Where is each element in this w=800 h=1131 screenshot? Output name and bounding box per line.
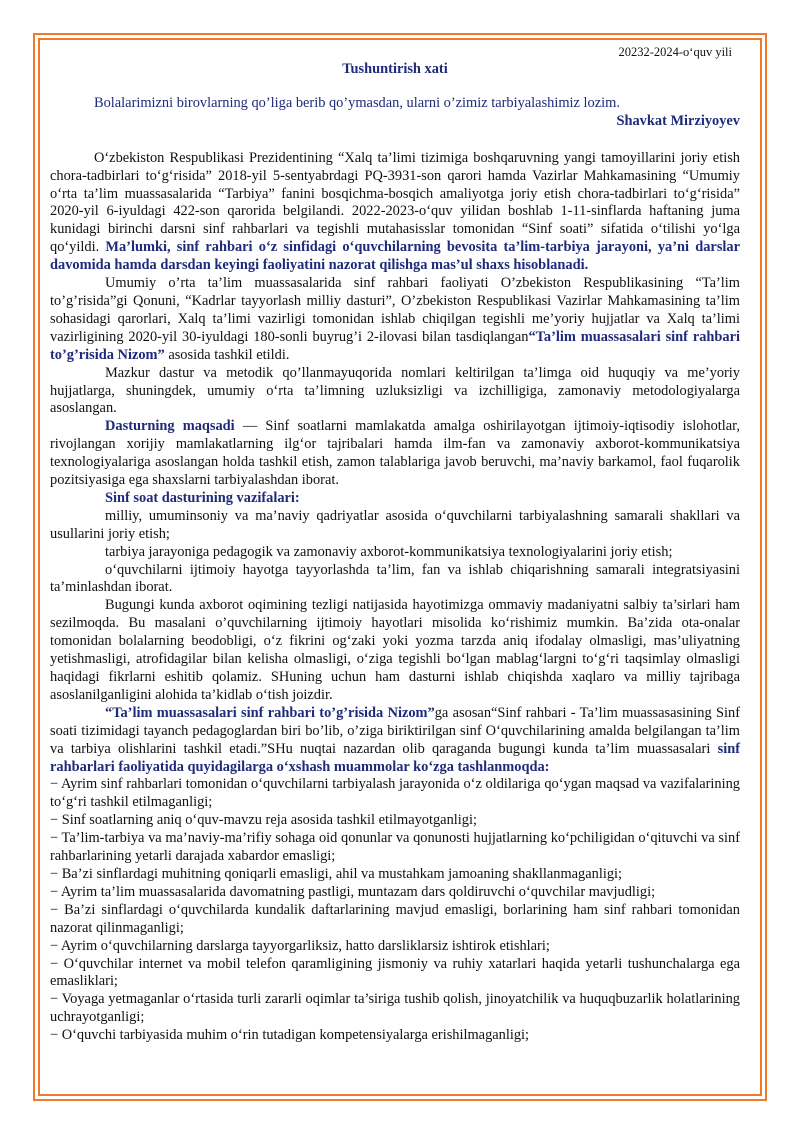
paragraph-intro [50, 150, 740, 275]
program-goal-text: — Sinf soatlarni mamlakatda amalga oshirilayotgan ijtimoiy-iqtisodiy islohotlar, rivojlangan xorijiy mamlakatlarning ilg‘or tajribalari hamda ilm-fan va zamonaviy axborot-kommunikatsiya texnologiyalariga asoslangan holda tashkil etish, zamon talablariga javob beruvchi, ma’naviy barkamol, faol fuqarolik pozitsiyasiga ega shaxslarni tarbiyalashdan iborat. [50, 418, 740, 489]
problem-item: − O‘quvchi tarbiyasida muhim o‘rin tutadigan kompetensiyalarga erishilmaganligi; [50, 1027, 530, 1044]
problem-item: − Ba’zi sinflardagi o‘quvchilarda kundalik daftarlarining mavjud emasligi, borlarining ham sinf rahbari tomonidan nazorat qilinmaganligi; [50, 901, 740, 936]
paragraph-regulation [50, 705, 740, 777]
problem-item: − Sinf soatlarning aniq o‘quv-mavzu reja asosida tashkil etilmayotganligi; [50, 812, 477, 829]
task-item: tarbiya jarayoniga pedagogik va zamonaviy axborot-kommunikatsiya texnologiyalarini joriy etish; [105, 543, 673, 560]
legal-basis-text: Umumiy o’rta ta’lim muassasalarida sinf rahbari faoliyati O’zbekiston Respublikasining “Ta’lim to’g’risida”gi Qonuni, “Kadrlar tayyorlash milliy dasturi”, O’zbekiston Respublikasi Vazirlar Mahkamasining ta’lim sohasidagi qarorlari, Xalq ta’limi vazirligi tomonidan ishlab chiqilgan tegishli me’yoriy hujjatlar va Xalq ta’limi vazirligining 2020-yil 30-iyuldagi 180-sonli buyrug’i 2-ilovasi bilan tasdiqlangan [50, 275, 740, 345]
problem-item: − Ayrim ta’lim muassasalarida davomatning pastligi, muntazam dars qoldiruvchi o‘quvchilar mavjudligi; [50, 883, 656, 900]
problem-item: − Ta’lim-tarbiya va ma’naviy-ma’rifiy sohaga oid qonunlar va qonunosti hujjatlarning ko‘pchiligidan o‘qituvchi va sinf rahbarlarining yetarli darajada xabardor emasligi; [50, 830, 740, 865]
regulation-problems-bold: sinf rahbarlari faoliyatida quyidagilarga o‘xshash muammolar ko‘zga tashlanmoqda: [50, 740, 740, 775]
paragraph-information-flow: Bugungi kunda axborot oqimining tezligi natijasida hayotimizga ommaviy madaniyatni salbiy ta’sirlari ham sezilmoqda. Bu masalani o’quvchilarning ijtimoiy hayotlari misolida ko‘rishimiz mumkin. Ba’zida ota-onalar tomonidan bolalarning beodobligi, o‘z fikrini og‘zaki yoki yozma tarzda aniq ifodalay olmasligi, mas’uliyatning yetishmasligi, atrofidagilar bilan kelisha olmasligi, o‘ziga tegishli bo‘lgan mablag‘largni to‘g‘ri taqsimlay olmasligi haqidagi fikrlarni eshitib qolamiz. SHuning uchun ham dasturni ishlab chiqishda xaqlaro va milliy tajribaga asoslanilganligini alohida ta’kidlab o‘tish joizdir. [50, 597, 740, 703]
tasks-heading: Sinf soat dasturining vazifalari: [105, 489, 300, 506]
program-goal-heading: Dasturning maqsadi [105, 418, 235, 435]
problem-item: − Ayrim o‘quvchilarning darslarga tayyorgarliksiz, hatto darsliklarsiz ishtirok etishlari; [50, 937, 550, 954]
regulation-bold: “Ta’lim muassasalari sinf rahbari to’g’risida Nizom” [105, 704, 435, 721]
task-item: milliy, umuminsoniy va ma’naviy qadriyatlar asosida o‘quvchilarni tarbiyalashning samarali shakllari va usullarini joriy etish; [50, 507, 740, 542]
paragraph-legal-basis [50, 275, 740, 365]
task-item: o‘quvchilarni ijtimoiy hayotga tayyorlashda ta’lim, fan va ishlab chiqarishning samarali integratsiyasini ta’minlashdan iborat. [50, 561, 740, 596]
legal-basis-tail: asosida tashkil etildi. [164, 346, 290, 363]
paragraph-program-goal [50, 418, 740, 490]
paragraph-methodology: Mazkur dastur va metodik qo’llanmayuqorida nomlari keltirilgan ta’limga oid huquqiy va me’yoriy hujjatlarga, shuningdek, umumiy o‘rta ta’limning uzluksizligi va izchilligiga, zamonaviy metodologiyalarga asoslangan. [50, 364, 740, 417]
problem-item: − Ba’zi sinflardagi muhitning qoniqarli emasligi, ahil va mustahkam jamoaning shakllanmaganligi; [50, 865, 623, 882]
document-body [50, 44, 740, 1045]
epigraph-author: Shavkat Mirziyoyev [616, 112, 740, 129]
academic-year: 20232-2024-o‘quv yili [618, 45, 732, 59]
problem-item: − Ayrim sinf rahbarlari tomonidan o‘quvchilarni tarbiyalash jarayonida o‘z oldilariga qo‘ygan maqsad va vazifalarining to‘g‘ri tashkil etilmaganligi; [50, 776, 740, 811]
regulation-text: ga asosan“Sinf rahbari - Ta’lim muassasasining Sinf soati tizimidagi tayanch pedagoglardan biri bo’lib, o’ziga biriktirilgan sinf O‘quvchilarining amalda belgilangan ta’lim va tarbiya olishlarini tashkil etadi.”SHu nuqtai nazardan olib qaraganda bugungi kunda ta’lim muassasalari [50, 704, 740, 757]
paragraph-intro-text: O‘zbekiston Respublikasi Prezidentining “Xalq ta’limi tizimiga boshqaruvning yangi tamoyillarini joriy etish chora-tadbirlari to‘g‘risida” 2018-yil 5-sentyabrdagi PQ-3931-son qarori hamda Vazirlar Mahkamasining “Umumiy o‘rta ta’lim muassasalarida “Tarbiya” fanini bosqichma-bosqich amaliyotga joriy etish chora-tadbirlari to‘g‘risida” 2020-yil 6-iyuldagi 422-son qarorida belgilandi. 2022-2023-o‘quv yilidan boshlab 1-11-sinflarda haftaning juma kunidagi birinchi darsni sinf rahbarlari va tegishli mutahasisslar tomonidan “Sinf soati” sifatida o‘tilishi yo‘lga qo‘yildi. [50, 149, 740, 256]
problem-item: − O‘quvchilar internet va mobil telefon qaramligining jismoniy va ruhiy xatarlari haqida yetarli tushunchalarga ega emasliklari; [50, 955, 740, 990]
epigraph-quote: Bolalarimizni birovlarning qo’liga berib qo’ymasdan, ularni o’zimiz tarbiyalashimiz lozim. [94, 94, 620, 111]
problem-item: − Voyaga yetmaganlar o‘rtasida turli zararli oqimlar ta’siriga tushib qolish, jinoyatchilik va huquqbuzarlik holatlarining uchrayotganligi; [50, 991, 740, 1026]
legal-basis-bold: “Ta’lim muassasalari sinf rahbari to’g’risida Nizom” [50, 328, 740, 363]
document-title: Tushuntirish xati [342, 61, 448, 77]
paragraph-intro-bold: Ma’lumki, sinf rahbari o‘z sinfidagi o‘quvchilarning bevosita ta’lim-tarbiya jarayoni, ya’ni darslar davomida hamda darsdan keyingi faoliyatini nazorat qilishga mas’ul shaxs hisoblanadi. [50, 239, 741, 274]
